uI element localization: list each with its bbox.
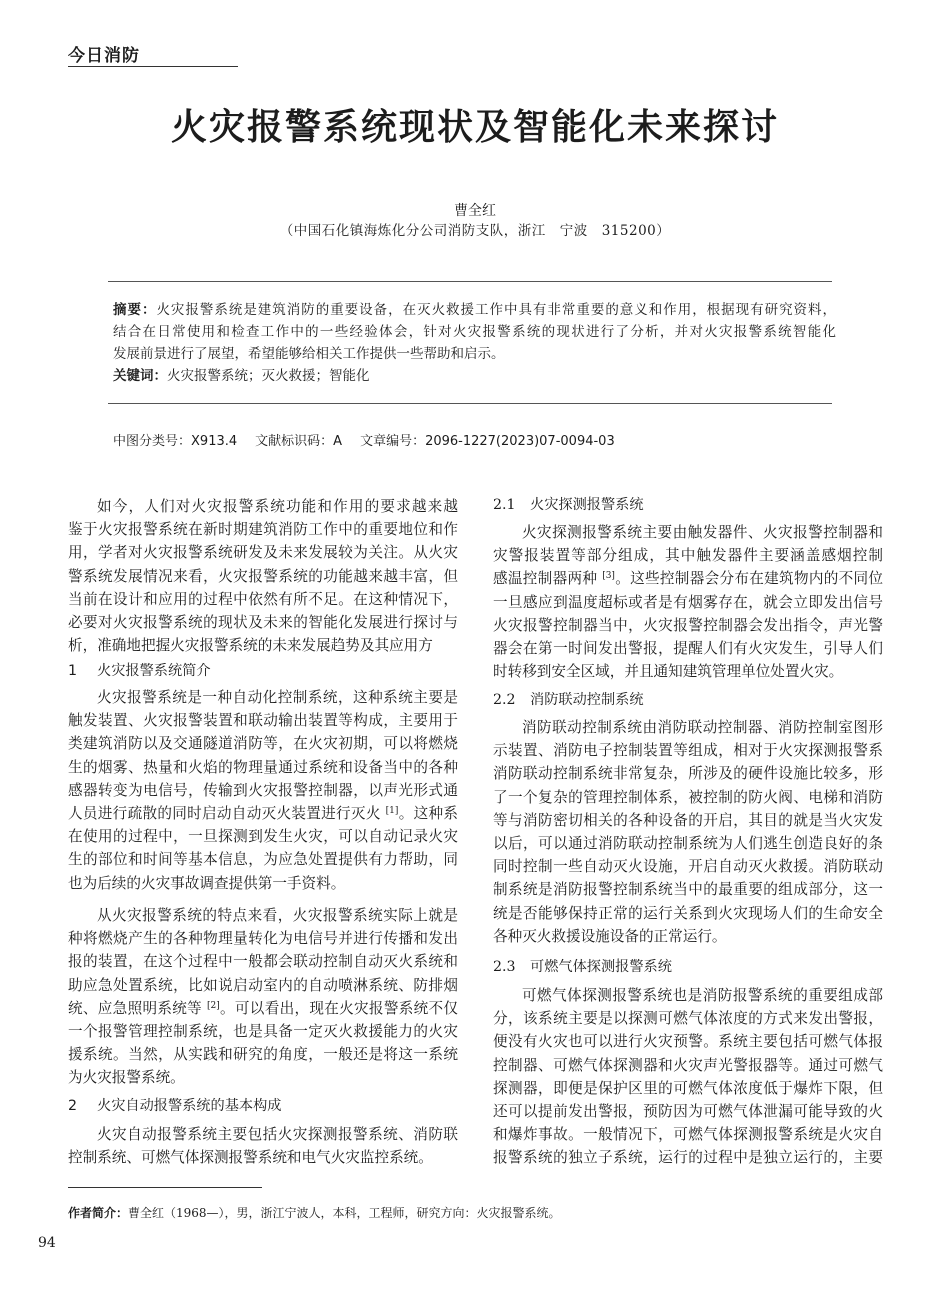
text-line: 生的部位和时间等基本信息，为应急处置提供有力帮助，同 — [68, 851, 458, 869]
text-line: 如今，人们对火灾报警系统功能和作用的要求越来越 — [97, 498, 458, 515]
text-line: 消防联动控制系统非常复杂，所涉及的硬件设施比较多，形 — [493, 765, 883, 783]
text-line: 当前在设计和应用的过程中依然有所不足。在这种情况下， — [68, 590, 458, 608]
text-segment: 人员进行疏散的同时启动自动灭火装置进行灭火 — [68, 804, 386, 822]
text-line: 生的烟雾、热量和火焰的物理量通过系统和设备当中的各种 — [68, 758, 458, 776]
text-segment: 。可以看出，现在火灾报警系统不仅 — [219, 999, 458, 1017]
text-line: 制系统是消防报警控制系统当中的最重要的组成部分，这一 — [493, 881, 883, 899]
section-title: 消防联动控制系统 — [530, 692, 644, 708]
text-line: 以后，可以通过消防联动控制系统为人们逃生创造良好的条 — [493, 834, 883, 852]
text-segment: 。这些控制器会分布在建筑物内的不同位 — [614, 570, 883, 588]
abstract-text: 火灾报警系统是建筑消防的重要设备，在灭火救援工作中具有非常重要的意义和作用，根据现有研究资料， — [156, 302, 836, 318]
section-number: 2.1 — [493, 497, 516, 513]
text-line: 析，准确地把握火灾报警系统的未来发展趋势及其应用方 — [68, 637, 433, 655]
text-line: 触发装置、火灾报警装置和联动输出装置等构成，主要用于 — [68, 712, 458, 730]
section-1-paragraph-2 — [68, 904, 458, 1090]
text-line: 消防联动控制系统由消防联动控制器、消防控制室图形 — [522, 719, 883, 736]
text-line: 同时控制一些自动灭火设施，开启自动灭火救援。消防联动 — [493, 858, 883, 876]
journal-name: 今日消防 — [68, 46, 140, 66]
text-line: 火灾自动报警系统主要包括火灾探测报警系统、消防联 — [97, 1126, 458, 1143]
text-line: 种将燃烧产生的各种物理量转化为电信号并进行传播和发出 — [68, 930, 458, 948]
text-line — [68, 997, 458, 1020]
section-number: 2.2 — [493, 692, 516, 708]
footnote-label: 作者简介： — [68, 1206, 129, 1220]
citation-superscript: [1] — [385, 805, 399, 816]
article-title: 火灾报警系统现状及智能化未来探讨 — [170, 106, 779, 148]
text-line: 鉴于火灾报警系统在新时期建筑消防工作中的重要地位和作 — [68, 521, 458, 539]
section-2-1-paragraph — [493, 521, 883, 683]
section-heading-2-3 — [493, 956, 672, 978]
section-title: 火灾报警系统简介 — [97, 663, 211, 679]
keywords-label: 关键词： — [113, 368, 167, 384]
abstract-label: 摘要： — [113, 302, 157, 318]
section-2-3-paragraph — [493, 984, 883, 1170]
clc-label: 中图分类号： — [113, 434, 192, 449]
section-title: 火灾自动报警系统的基本构成 — [97, 1098, 282, 1114]
text-line: 统是否能够保持正常的运行关系到火灾现场人们的生命安全 — [493, 904, 883, 922]
article-number-value: 2096-1227(2023)07-0094-03 — [425, 434, 615, 449]
abstract-text: 结合在日常使用和检查工作中的一些经验体会，针对火灾报警系统的现状进行了分析，并对火灾报警系统智能化 — [113, 324, 836, 340]
author-bio-footnote — [68, 1204, 561, 1222]
text-line: 了一个复杂的管理控制体系，被控制的防火阀、电梯和消防 — [493, 788, 883, 806]
text-line: 器会在第一时间发出警报，提醒人们有火灾发生，引导人们 — [493, 639, 883, 657]
section-number: 2 — [68, 1098, 78, 1114]
text-line: 控制系统、可燃气体探测报警系统和电气火灾监控系统。 — [68, 1149, 433, 1167]
author-affiliation: （中国石化镇海炼化分公司消防支队，浙江 宁波 315200） — [279, 223, 671, 239]
section-title: 火灾探测报警系统 — [530, 497, 644, 513]
doc-code-label: 文献标识码： — [255, 434, 334, 449]
text-line: 和爆炸事故。一般情况下，可燃气体探测报警系统是火灾自 — [493, 1126, 883, 1144]
abstract-block — [113, 299, 836, 387]
text-line: 一旦感应到温度超标或者是有烟雾存在，就会立即发出信号 — [493, 593, 883, 611]
text-line: 为火灾报警系统。 — [68, 1069, 185, 1087]
abstract-line — [113, 321, 836, 343]
text-line: 可燃气体探测报警系统也是消防报警系统的重要组成部 — [522, 987, 883, 1004]
author-name: 曹全红 — [454, 203, 496, 219]
text-line: 必要对火灾报警系统的现状及未来的智能化发展进行探讨与 — [68, 613, 458, 631]
text-line: 灾警报装置等部分组成，其中触发器件主要涵盖感烟控制 — [493, 547, 883, 565]
text-line: 也为后续的火灾事故调查提供第一手资料。 — [68, 874, 346, 892]
section-1-paragraph-1 — [68, 686, 458, 895]
text-line: 用，学者对火灾报警系统研发及未来发展较为关注。从火灾 — [68, 544, 458, 562]
text-line: 报警系统的独立子系统，运行的过程中是独立运行的，主要 — [493, 1149, 883, 1167]
text-line: 报的装置，在这个过程中一般都会联动控制自动灭火系统和 — [68, 953, 458, 971]
text-line: 控制器、可燃气体探测器和火灾声光警报器等。通过可燃气 — [493, 1056, 883, 1074]
text-line: 感器转变为电信号，传输到火灾报警控制器，以声光形式通 — [68, 781, 458, 799]
text-line: 助应急处置系统，比如说启动室内的自动喷淋系统、防排烟 — [68, 976, 458, 994]
section-number: 2.3 — [493, 959, 516, 975]
citation-superscript: [2] — [206, 1000, 220, 1011]
text-line: 一个报警管理控制系统，也是具备一定灭火救援能力的火灾 — [68, 1022, 458, 1040]
text-line — [68, 802, 458, 825]
text-line: 警系统发展情况来看，火灾报警系统的功能越来越丰富，但 — [68, 567, 458, 585]
section-heading-2-2 — [493, 689, 644, 711]
abstract-line — [113, 299, 836, 321]
intro-paragraph — [68, 495, 458, 657]
text-segment: 统、应急照明系统等 — [68, 999, 207, 1017]
abstract-top-rule — [108, 281, 832, 282]
classification-line — [113, 432, 615, 452]
text-line: 探测器，即便是保护区里的可燃气体浓度低于爆炸下限，但 — [493, 1079, 883, 1097]
abstract-line — [113, 343, 836, 365]
citation-superscript: [3] — [602, 571, 615, 582]
journal-underline — [68, 66, 238, 67]
text-line: 援系统。当然，从实践和研究的角度，一般还是将这一系统 — [68, 1046, 458, 1064]
text-segment: 感温控制器两种 — [493, 570, 603, 588]
text-line: 便没有火灾也可以进行火灾预警。系统主要包括可燃气体报 — [493, 1033, 883, 1051]
text-line: 火灾探测报警系统主要由触发器件、火灾报警控制器和 — [522, 524, 883, 541]
section-2-2-paragraph — [493, 716, 883, 948]
keywords-text: 火灾报警系统；灭火救援；智能化 — [167, 368, 370, 384]
text-line: 从火灾报警系统的特点来看，火灾报警系统实际上就是 — [97, 907, 458, 924]
text-line — [493, 567, 883, 590]
text-segment: 。这种系 — [398, 804, 458, 822]
section-heading-1 — [68, 660, 211, 682]
doc-code-value: A — [333, 434, 343, 449]
clc-value: X913.4 — [191, 434, 238, 449]
keywords-line — [113, 365, 836, 387]
text-line: 火灾报警系统是一种自动化控制系统，这种系统主要是 — [97, 689, 458, 706]
section-heading-2 — [68, 1095, 281, 1117]
page-number: 94 — [38, 1235, 56, 1251]
text-line: 类建筑消防以及交通隧道消防等，在火灾初期，可以将燃烧 — [68, 735, 458, 753]
abstract-text: 发展前景进行了展望，希望能够给相关工作提供一些帮助和启示。 — [113, 346, 505, 362]
section-2-paragraph-1 — [68, 1123, 458, 1169]
footnote-text: 曹全红（1968—），男，浙江宁波人，本科，工程师，研究方向：火灾报警系统。 — [128, 1206, 561, 1220]
section-heading-2-1 — [493, 494, 644, 516]
text-line: 示装置、消防电子控制装置等组成，相对于火灾探测报警系 — [493, 742, 883, 760]
text-line: 各种灭火救援设施设备的正常运行。 — [493, 927, 727, 945]
text-line: 分，该系统主要是以探测可燃气体浓度的方式来发出警报， — [493, 1010, 883, 1028]
footnote-rule — [68, 1187, 262, 1188]
section-number: 1 — [68, 663, 78, 679]
text-line: 等与消防密切相关的各种设备的开启，其目的就是当火灾发 — [493, 811, 883, 829]
text-line: 还可以提前发出警报，预防因为可燃气体泄漏可能导致的火 — [493, 1102, 883, 1120]
abstract-bottom-rule — [108, 403, 832, 404]
text-line: 在使用的过程中，一旦探测到发生火灾，可以自动记录火灾 — [68, 828, 458, 846]
section-title: 可燃气体探测报警系统 — [530, 959, 672, 975]
article-number-label: 文章编号： — [360, 434, 426, 449]
text-line: 时转移到安全区域，并且通知建筑管理单位处置火灾。 — [493, 663, 844, 681]
text-line: 火灾报警控制器当中，火灾报警控制器会发出指令，声光警 — [493, 616, 883, 634]
